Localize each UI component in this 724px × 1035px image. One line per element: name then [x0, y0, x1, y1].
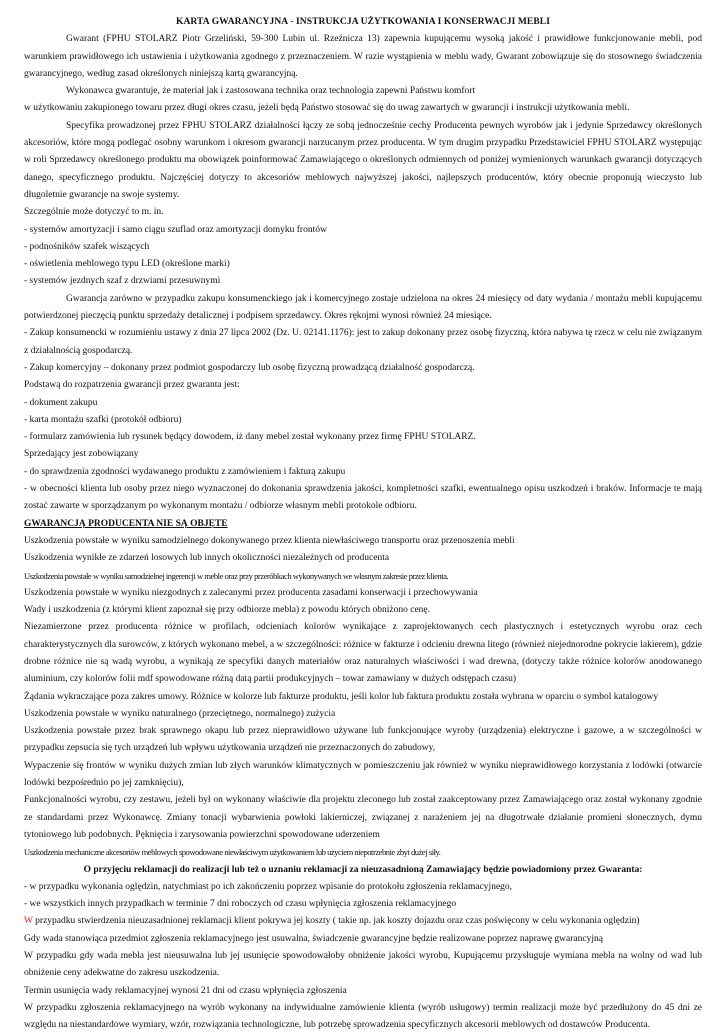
list-item: - oświetlenia meblowego typu LED (określone marki)	[24, 259, 230, 270]
seller-intro: Sprzedający jest zobowiązany	[24, 449, 139, 460]
exclusion-item: Uszkodzenia powstałe przez brak sprawnego okapu lub przez nieprawidłowo używane lub funkcjonujące wyroby (urządzenia) elektryczne i gazowe, a w szczególności w przypadku zepsucia się tych urządzeń lub wpływu użytkowania urządzeń nie przeznaczonych do zabudowy,	[24, 726, 702, 754]
exclusion-item: Uszkodzenia mechaniczne akcesoriów meblowych spowodowane niewłaściwym użytkowaniem lub użyciem niepotrzebnie zbyt dużej siły.	[24, 847, 441, 858]
special-intro: Szczególnie może dotyczyć to m. in.	[24, 207, 164, 218]
unjustified-complaint-text: przypadku stwierdzenia nieuzasadnionej reklamacji klient pokrywa jej koszty ( takie np. jak koszty dojazdu oraz czas poświęcony w celu wykonania oględzin)	[32, 916, 640, 927]
list-item: - karta montażu szafki (protokół odbioru)	[24, 414, 182, 425]
exclusion-item: Uszkodzenia powstałe w wyniku niezgodnych z zalecanymi przez producenta zasadami konserwacji i przechowywania	[24, 587, 478, 598]
list-item: - w obecności klienta lub osoby przez niego wyznaczonej do dokonania sprawdzenia jakości, kompletności szafki, ewentualnego opisu uszkodzeń i braków. Informacje te mają zostać zawarte w sporządzanym po wykonanym montażu / odbiorze własnym mebli protokole odbioru.	[24, 484, 702, 512]
list-item: - Zakup konsumencki w rozumieniu ustawy z dnia 27 lipca 2002 (Dz. U. 02141.1176): jest to zakup dokonany przez osobę fizyczną, która nabywa tę rzecz w celu nie związanym z działalnością gospodarczą.	[24, 328, 702, 356]
warranty-period-paragraph: Gwarancja zarówno w przypadku zakupu konsumenckiego jak i komercyjnego zostaje udzielona na okres 24 miesięcy od daty wydania / montażu mebli kupującemu potwierdzonej pieczęcią punktu sprzedaży detalicznej i podpisem sprzedawcy. Okres rękojmi wynosi również 24 miesiące.	[24, 293, 702, 322]
intro-paragraph: Wykonawca gwarantuje, że materiał jak i zastosowana technika oraz technologia zapewni Państwu komfort	[66, 86, 476, 97]
red-initial-letter: W	[24, 916, 33, 927]
basis-intro: Podstawą do rozpatrzenia gwarancji przez gwaranta jest:	[24, 380, 240, 391]
exclusion-item: Wypaczenie się frontów w wyniku dużych zmian lub złych warunków klimatycznych w pomieszczeniu jak również w wyniku nieprawidłowego korzystania z lodówki (otwarcie lodówki bezpośrednio po jej zamknięciu),	[24, 760, 702, 789]
exclusion-item: Wady i uszkodzenia (z którymi klient zapoznał się przy odbiorze mebla) z powodu których obniżono cenę.	[24, 605, 431, 616]
unjustified-complaint-paragraph	[24, 913, 702, 930]
exclusion-item: Uszkodzenia wynikłe ze zdarzeń losowych lub innych okoliczności niezależnych od producenta	[24, 553, 390, 564]
list-item: - systemów jezdnych szaf z drzwiami przesuwnymi	[24, 276, 221, 287]
exclusion-item: Funkcjonalności wyrobu, czy zestawu, jeżeli był on wykonany właściwie dla projektu zleconego lub został zaakceptowany przez Zamawiającego oraz został wykonany zgodnie ze standardami przez Wykonawcę. Zmiany tonacji wybarwienia powłoki lakierniczej, związanej z narażeniem jej na długotrwałe działanie promieni słonecznych, dymu tytoniowego lub podobnych. Pęknięcia i zarysowania powierzchni spowodowane uderzeniem	[24, 795, 702, 840]
exclusion-item: Uszkodzenia powstałe w wyniku samodzielnej ingerencji w meble oraz przy przeróbkach wykonywanych we własnym zakresie przez klienta.	[24, 570, 449, 581]
closing-paragraph: Gdy wada stanowiąca przedmiot zgłoszenia reklamacyjnego jest usuwalna, świadczenie gwarancyjne będzie realizowane poprzez naprawę gwarancyjną	[24, 933, 603, 944]
list-item: - systemów amortyzacji i samo ciągu szuflad oraz amortyzacji domyku frontów	[24, 224, 327, 235]
list-item: - do sprawdzenia zgodności wydawanego produktu z zamówieniem i fakturą zakupu	[24, 466, 346, 477]
list-item: - formularz zamówienia lub rysunek będący dowodem, iż dany mebel został wykonany przez firmę FPHU STOLARZ.	[24, 432, 476, 443]
intro-paragraph: Specyfika prowadzonej przez FPHU STOLARZ działalności łączy ze sobą jednocześnie cechy Producenta pewnych wyrobów jak i jedynie Sprzedawcy określonych akcesoriów, które mogą podlegać osobny warunkom i okresom gwarancji narzucanym przez producenta. W tym drugim przypadku Przedstawiciel FPHU STOLARZ występując w roli Sprzedawcy określonego produktu ma obowiązek poinformować Zamawiającego o określonych odmiennych od poniżej wymienionych warunkach gwarancji dotyczących danego, specyficznego produktu. Najczęściej dotyczy to akcesoriów meblowych najwyższej jakości, najlepszych producentów, który obecnie proponują wieczysto lub długoletnie gwarancje na swoje systemy.	[24, 120, 702, 200]
closing-paragraph: W przypadku zgłoszenia reklamacyjnego na wyrób wykonany na indywidualne zamówienie klienta (wyrób usługowy) termin realizacji może być przedłużony do 45 dni ze względu na niestandardowe wymiary, wzór, rozwiązania technologiczne, lub potrzebę sprowadzenia specyficznych akcesorii meblowych od dostawców Producenta.	[24, 1002, 702, 1031]
exclusion-item: Żądania wykraczające poza zakres umowy. Różnice w kolorze lub fakturze produktu, jeśli kolor lub faktura produktu została wybrana w oparciu o symbol katalogowy	[24, 691, 659, 702]
list-item: - dokument zakupu	[24, 397, 98, 408]
intro-paragraph: w użytkowaniu zakupionego towaru przez długi okres czasu, jeżeli będą Państwo stosować się do uwag zawartych w gwarancji i instrukcji użytkowania mebli.	[24, 103, 630, 114]
document-title: KARTA GWARANCYJNA - INSTRUKCJA UŻYTKOWANIA I KONSERWACJI MEBLI	[175, 17, 551, 27]
closing-paragraph: Termin usunięcia wady reklamacyjnej wynosi 21 dni od czasu wpłynięcia zgłoszenia	[24, 985, 347, 996]
exclusion-item: Niezamierzone przez producenta różnice w profilach, odcieniach kolorów wynikające z zaprojektowanych cech plastycznych i estetycznych wyrobu oraz cech charakterystycznych dla surowców, z których wykonano mebel, a w szczególności: różnice w fakturze i odcieniu drewna litego (również niejednorodne pokrycie lakierem), gdzie drobne różnice nie są wadą wyrobu, a wynikają ze specyfiki danych materiałów oraz naturalnych właściwości i wad drewna, (dotyczy także różnice kolorów anodowanego aluminium, czy kolorów folii mdf spowodowane różną datą partii produkcyjnych – towar zamawiany w dużych odstępach czasu)	[24, 622, 702, 685]
closing-paragraph: W przypadku gdy wada mebla jest nieusuwalna lub jej usunięcie spowodowałoby obniżenie jakości wyrobu, Kupującemu przysługuje wymiana mebla na wolny od wad lub obniżenie ceny adekwatne do zakresu uszkodzenia.	[24, 951, 702, 979]
list-item: - podnośników szafek wiszących	[24, 241, 150, 252]
intro-paragraph: Gwarant (FPHU STOLARZ Piotr Grzeliński, 59-300 Lubin ul. Rzeźnicza 13) zapewnia kupującemu wysoką jakość i prawidłowe funkcjonowanie mebli, pod warunkiem prawidłowego ich ustawienia i użytkowania zgodnego z przeznaczeniem. W razie wystąpienia w meblu wady, Gwarant zobowiązuje się do stosownego świadczenia gwarancyjnego, według zasad określonych niniejszą kartą gwarancyjną.	[24, 34, 702, 79]
exclusion-item: Uszkodzenia powstałe w wyniku samodzielnego dokonywanego przez klienta niewłaściwego transportu oraz przenoszenia mebli	[24, 535, 515, 546]
complaint-heading: O przyjęciu reklamacji do realizacji lub też o uznaniu reklamacji za nieuzasadnioną Zamawiający będzie powiadomiony przez Gwaranta:	[83, 864, 643, 875]
exclusions-heading: GWARANCJĄ PRODUCENTA NIE SĄ OBJĘTE	[24, 518, 228, 529]
exclusion-item: Uszkodzenia powstałe w wyniku naturalnego (przeciętnego, normalnego) zużycia	[24, 708, 336, 719]
list-item: - w przypadku wykonania oględzin, natychmiast po ich zakończeniu poprzez wpisanie do protokołu zgłoszenia reklamacyjnego,	[24, 881, 513, 892]
list-item: - we wszystkich innych przypadkach w terminie 7 dni roboczych od czasu wpłynięcia zgłoszenia reklamacyjnego	[24, 899, 457, 910]
list-item: - Zakup komercyjny – dokonany przez podmiot gospodarczy lub osobę fizyczną prowadzącą działalność gospodarczą.	[24, 362, 475, 373]
